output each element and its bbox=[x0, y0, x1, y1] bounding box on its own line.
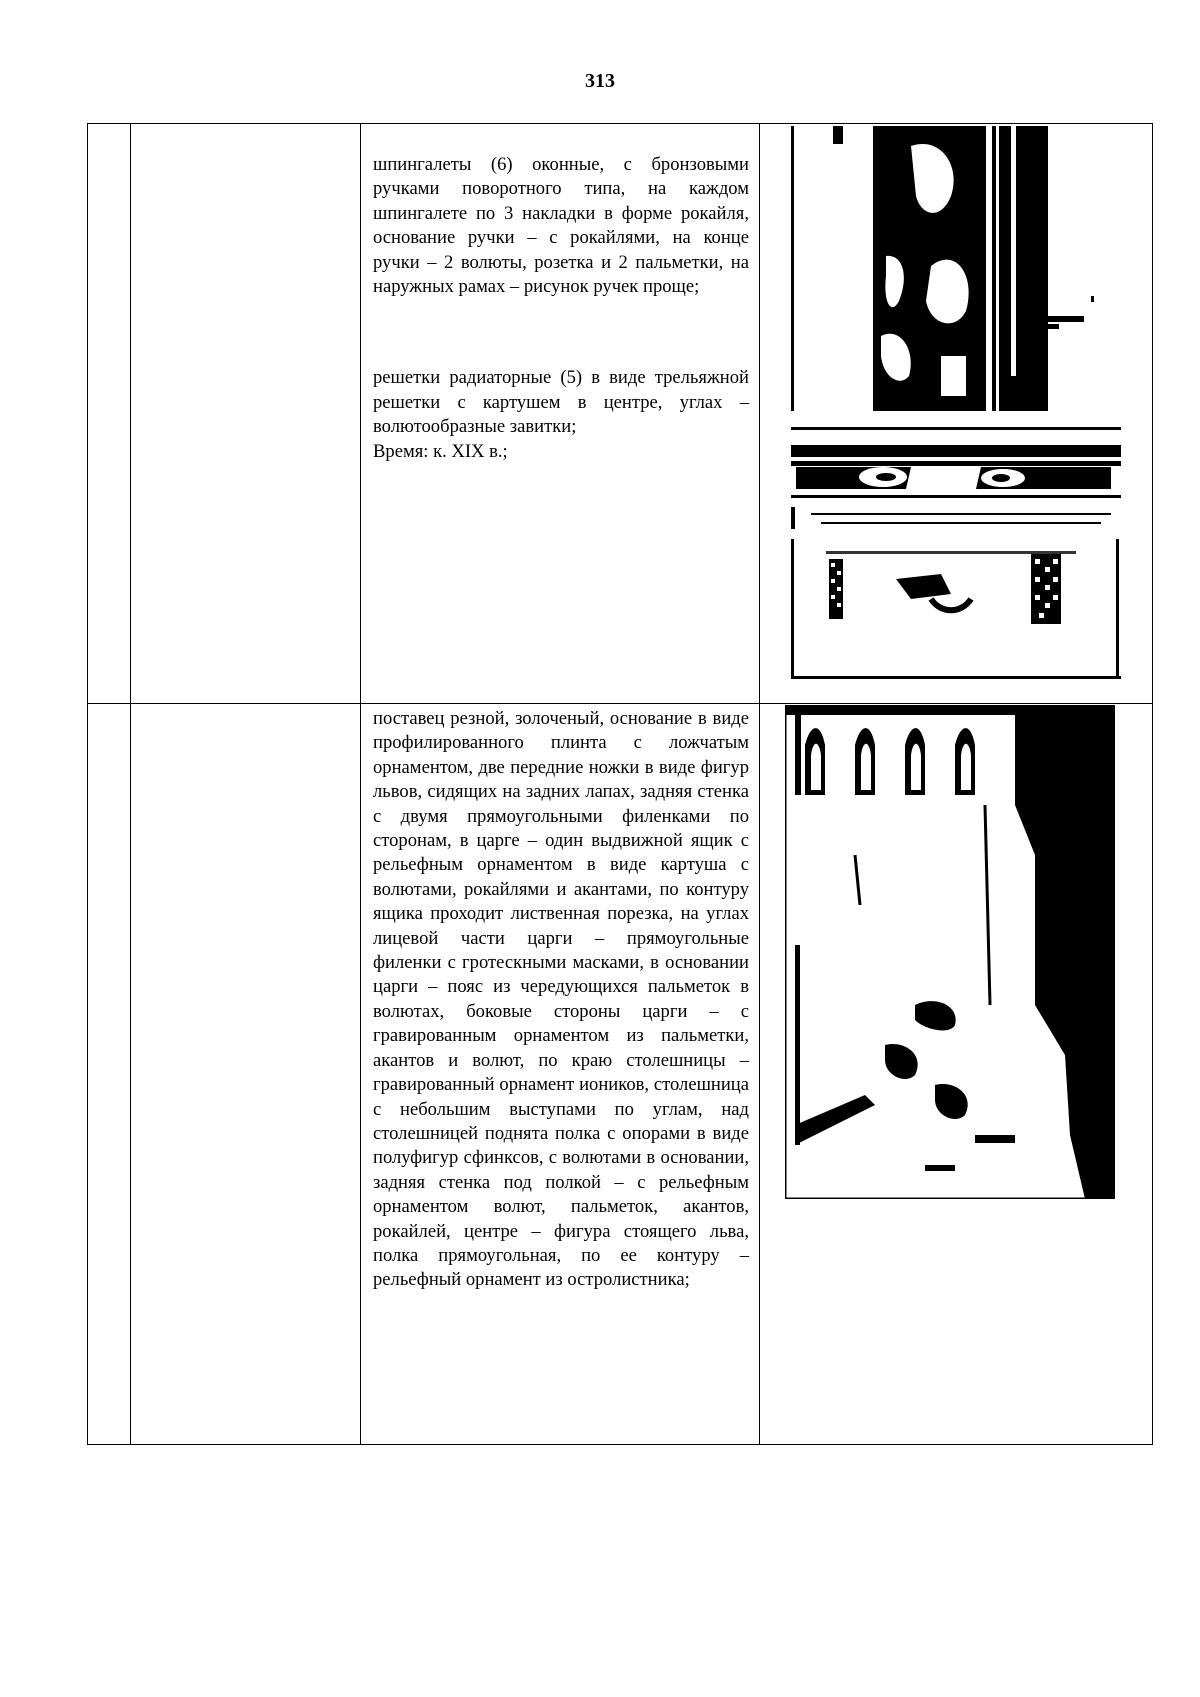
description-cell bbox=[361, 124, 760, 704]
dating-line: Время: к. XIX в.; bbox=[373, 440, 508, 462]
table-row bbox=[88, 704, 1153, 1445]
photo-cell bbox=[760, 704, 1153, 1445]
page-number: 313 bbox=[585, 70, 615, 92]
description-paragraph: решетки радиаторные (5) в виде трельяжной решетки с картушем в центре, углах – волютообразные завитки; bbox=[373, 367, 749, 438]
name-cell bbox=[131, 704, 361, 1445]
sideboard-photo bbox=[785, 705, 1115, 1199]
window-latch-photo bbox=[791, 126, 1121, 411]
description-paragraph: шпингалеты (6) оконные, с бронзовыми ручками поворотного типа, на каждом шпингалете по 3 накладки в форме рокайля, основание ручки – с рокайлями, на конце ручки – 2 волюты, розетка и 2 пальметки, на наружных рамах – рисунок ручек проще; bbox=[373, 154, 749, 298]
photo-cell bbox=[760, 124, 1153, 704]
radiator-grille-photo bbox=[791, 427, 1121, 529]
name-cell bbox=[131, 124, 361, 704]
number-cell bbox=[88, 704, 131, 1445]
description-cell bbox=[361, 704, 760, 1445]
inventory-table bbox=[87, 123, 1153, 1445]
number-cell bbox=[88, 124, 131, 704]
description-paragraph: поставец резной, золоченый, основание в виде профилированного плинта с ложчатым орнаментом, две передние ножки в виде фигур львов, сидящих на задних лапах, задняя стенка с двумя прямоугольными филенками по сторонам, в царге – один выдвижной ящик с рельефным орнаментом в виде картуша с волютами, рокайлями и акантами, по контуру ящика проходит лиственная порезка, на углах лицевой части царги – прямоугольные филенки с гротескными масками, в основании царги – пояс из чередующихся пальметок в волютах, боковые стороны царги – с гравированным орнаментом из пальметки, акантов и волют, по краю столешницы – гравированный орнамент иоников, столешница с небольшим выступами по углам, над столешницей поднята полка с опорами в виде полуфигур сфинксов, с волютами в основании, задняя стенка под полкой – с рельефным орнаментом волют, пальметок, акантов, рокайлей, центре – фигура стоящего льва, полка прямоугольная, по ее контуру – рельефный орнамент из остролистника; bbox=[373, 708, 749, 1291]
table-row bbox=[88, 124, 1153, 704]
radiator-grille-detail-photo bbox=[791, 539, 1121, 679]
